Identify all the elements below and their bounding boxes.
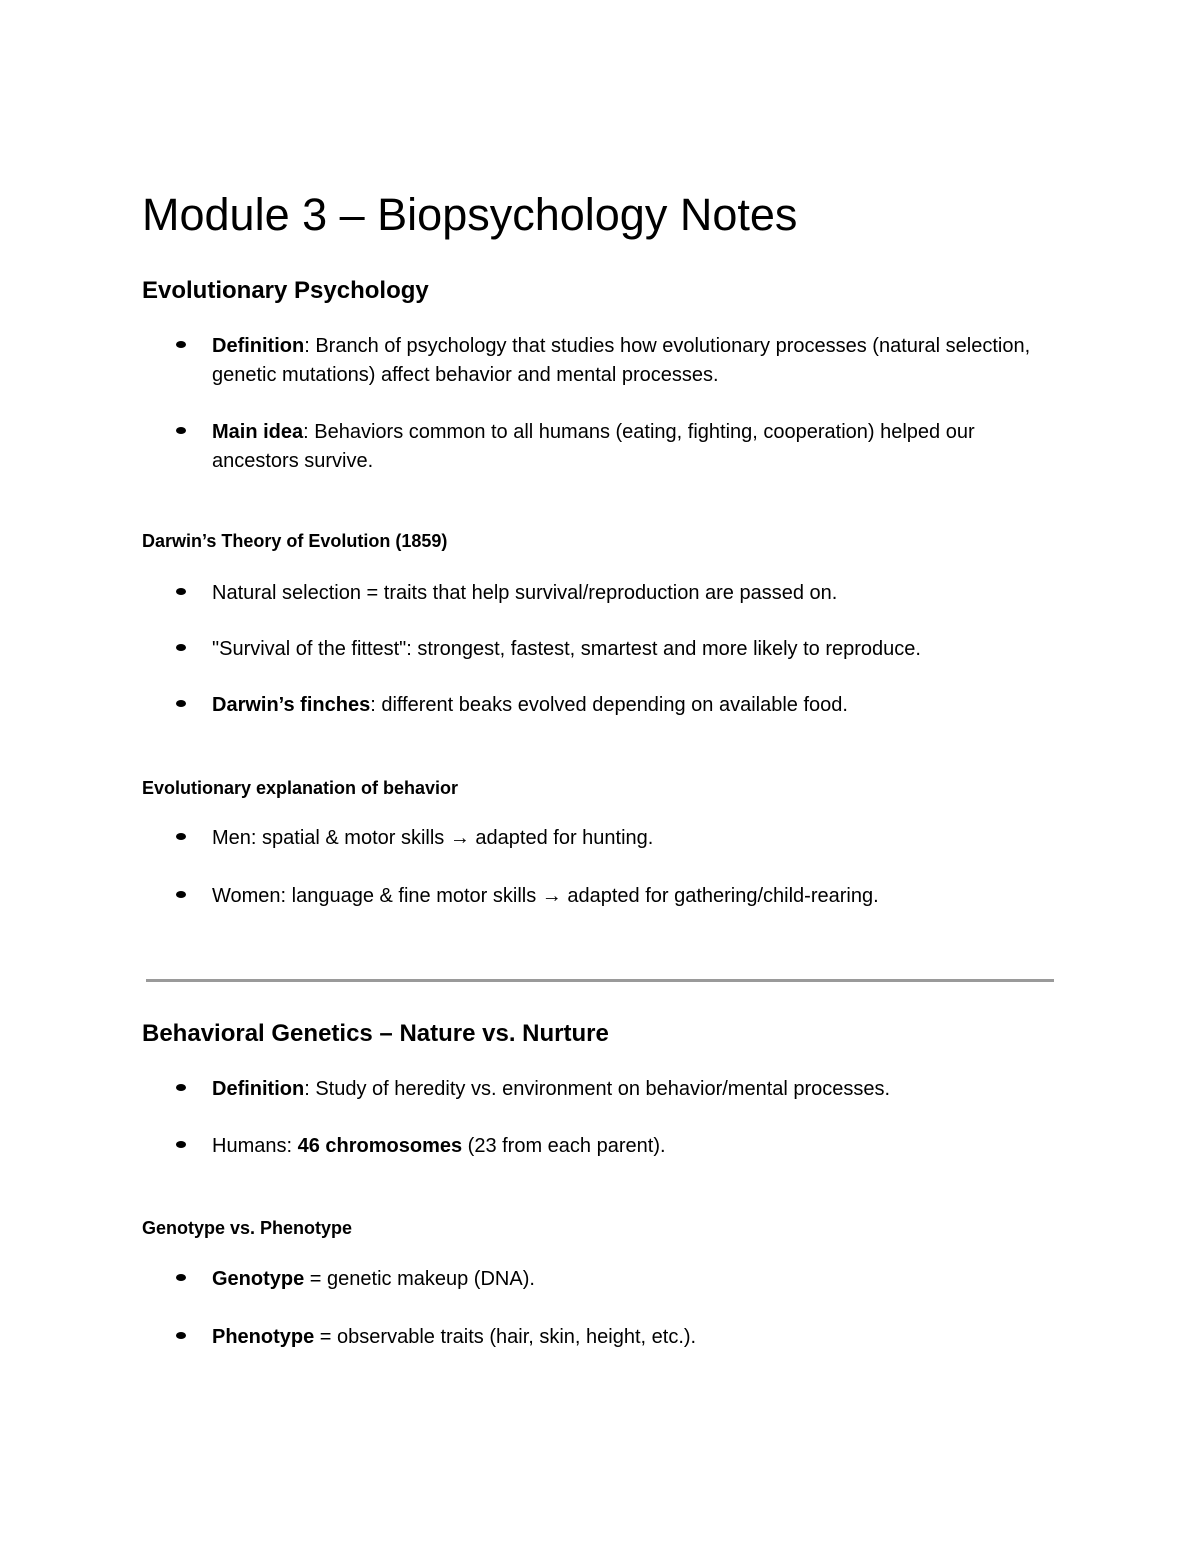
bullet-icon (176, 1141, 186, 1148)
term-description: : Branch of psychology that studies how evolutionary processes (natural selection, genetic mutations) affect behavior and mental processes. (212, 335, 1031, 386)
term-description: (23 from each parent). (462, 1135, 666, 1157)
list-item-text (212, 1132, 1042, 1161)
list-item-text: Natural selection = traits that help survival/reproduction are passed on. (212, 582, 838, 604)
term-label: Definition (212, 335, 305, 357)
section-heading-behavioral-genetics: Behavioral Genetics – Nature vs. Nurture (142, 1020, 609, 1047)
term-description: = genetic makeup (DNA). (304, 1268, 535, 1290)
section-heading-evolutionary-psychology: Evolutionary Psychology (142, 277, 429, 304)
horizontal-divider (146, 979, 1054, 982)
term-description: : Behaviors common to all humans (eating, fighting, cooperation) helped our ancestors survive. (212, 421, 975, 472)
bullet-icon (176, 427, 186, 434)
term-label: Main idea (212, 421, 304, 443)
list-item-text (212, 1075, 1042, 1104)
page-title: Module 3 – Biopsychology Notes (142, 189, 798, 240)
subsection-heading-darwin: Darwin’s Theory of Evolution (1859) (142, 531, 448, 551)
term-label: Phenotype (212, 1326, 315, 1348)
list-item-text: "Survival of the fittest": strongest, fastest, smartest and more likely to reproduce. (212, 638, 921, 660)
bullet-icon (176, 891, 186, 898)
term-description: = observable traits (hair, skin, height, etc.). (314, 1326, 697, 1348)
bullet-icon (176, 588, 186, 595)
list-item-text (212, 1265, 1042, 1294)
term-label: 46 chromosomes (297, 1135, 463, 1157)
bullet-icon (176, 1084, 186, 1091)
bullet-icon (176, 341, 186, 348)
bullet-icon (176, 1332, 186, 1339)
term-prefix: Humans: (212, 1135, 298, 1157)
bullet-icon (176, 1274, 186, 1281)
list-item-text (212, 1323, 1042, 1352)
term-label: Genotype (212, 1268, 305, 1290)
term-description: : Study of heredity vs. environment on behavior/mental processes. (304, 1078, 891, 1100)
term-label: Definition (212, 1078, 305, 1100)
term-label: Darwin’s finches (212, 694, 371, 716)
bullet-icon (176, 833, 186, 840)
list-item-text: Women: language & fine motor skills → adapted for gathering/child-rearing. (212, 885, 879, 907)
list-item-text (212, 332, 1042, 390)
list-item-text (212, 691, 1042, 720)
subsection-heading-evolutionary-explanation: Evolutionary explanation of behavior (142, 778, 459, 798)
list-item-text: Men: spatial & motor skills → adapted for hunting. (212, 827, 654, 849)
subsection-heading-genotype-phenotype: Genotype vs. Phenotype (142, 1218, 353, 1238)
term-description: : different beaks evolved depending on available food. (370, 694, 848, 716)
bullet-icon (176, 644, 186, 651)
bullet-icon (176, 700, 186, 707)
list-item-text (212, 418, 1042, 476)
